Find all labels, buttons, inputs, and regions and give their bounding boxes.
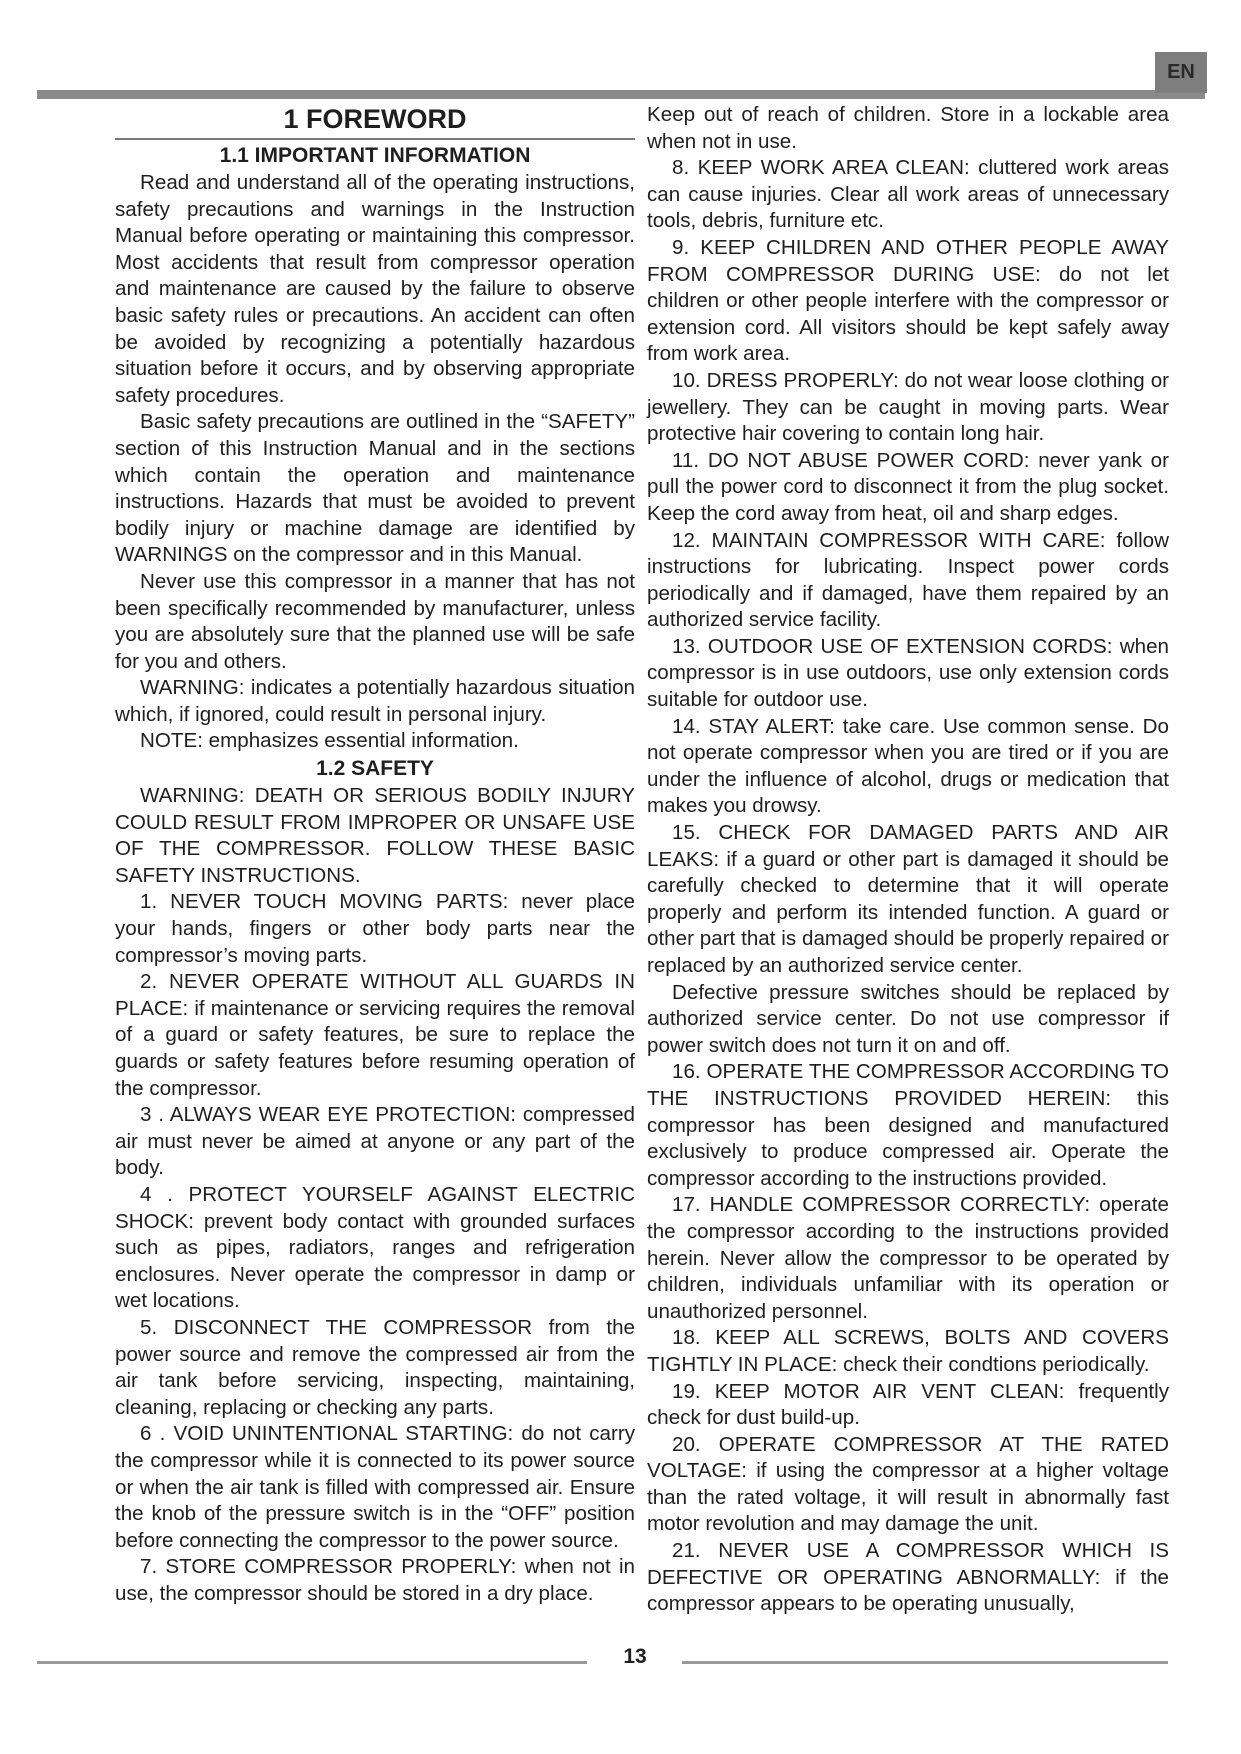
footer-rule-left xyxy=(37,1661,587,1664)
language-badge: EN xyxy=(1155,52,1207,93)
page-number: 13 xyxy=(623,1645,647,1668)
paragraph: Keep out of reach of children. Store in a lockable area when not in use. xyxy=(647,103,1169,153)
safety-item: 19. KEEP MOTOR AIR VENT CLEAN: frequently check for dust build-up. xyxy=(647,1379,1169,1430)
safety-item: 8. KEEP WORK AREA CLEAN: cluttered work areas can cause injuries. Clear all work areas of unnecessary tools, debris, furniture etc. xyxy=(647,156,1169,233)
safety-item: 1. NEVER TOUCH MOVING PARTS: never place your hands, fingers or other body parts near the compressor’s moving parts. xyxy=(115,890,635,967)
safety-item: 3 . ALWAYS WEAR EYE PROTECTION: compressed air must never be aimed at anyone or any part of the body. xyxy=(115,1103,635,1180)
footer-rule-right xyxy=(682,1661,1168,1664)
safety-item: 20. OPERATE COMPRESSOR AT THE RATED VOLTAGE: if using the compressor at a higher voltage than the rated voltage, it will result in abnormally fast motor revolution and may damage the unit. xyxy=(647,1432,1169,1536)
right-column xyxy=(647,102,1169,1618)
section-title-safety: 1.2 SAFETY xyxy=(316,757,434,781)
safety-item: 2. NEVER OPERATE WITHOUT ALL GUARDS IN PLACE: if maintenance or servicing requires the removal of a guard or safety features, be sure to replace the guards or safety features before resuming operation of the compressor. xyxy=(115,970,635,1100)
safety-item: 12. MAINTAIN COMPRESSOR WITH CARE: follow instructions for lubricating. Inspect power cords periodically and if damaged, have them repaired by an authorized service facility. xyxy=(647,528,1169,632)
safety-item: 5. DISCONNECT THE COMPRESSOR from the power source and remove the compressed air from the air tank before servicing, inspecting, maintaining, cleaning, replacing or checking any parts. xyxy=(115,1315,635,1419)
left-column xyxy=(115,102,635,1607)
chapter-title: 1 FOREWORD xyxy=(115,102,635,140)
safety-item: 13. OUTDOOR USE OF EXTENSION CORDS: when compressor is in use outdoors, use only extension cords suitable for outdoor use. xyxy=(647,634,1169,712)
paragraph: Read and understand all of the operating instructions, safety precautions and warnings in the Instruction Manual before operating or maintaining this compressor. Most accidents that result from compressor operation and maintenance are caused by the failure to observe basic safety rules or precautions. An accident can often be avoided by recognizing a potentially hazardous situation before it occurs, and by observing appropriate safety procedures. xyxy=(115,171,635,407)
safety-item: 16. OPERATE THE COMPRESSOR ACCORDING TO THE INSTRUCTIONS PROVIDED HEREIN: this compressor has been designed and manufactured exclusively to produce compressed air. Operate the compressor according to the instructions provided. xyxy=(647,1060,1169,1190)
safety-item: 7. STORE COMPRESSOR PROPERLY: when not in use, the compressor should be stored in a dry place. xyxy=(115,1555,635,1605)
safety-item: 14. STAY ALERT: take care. Use common sense. Do not operate compressor when you are tired or if you are under the influence of alcohol, drugs or medication that makes you drowsy. xyxy=(647,714,1169,818)
safety-item: 15. CHECK FOR DAMAGED PARTS AND AIR LEAKS: if a guard or other part is damaged it should be carefully checked to determine that it will operate properly and perform its intended function. A guard or other part that is damaged should be properly repaired or replaced by an authorized service center. xyxy=(647,821,1169,977)
safety-item: 4 . PROTECT YOURSELF AGAINST ELECTRIC SHOCK: prevent body contact with grounded surfaces such as pipes, radiators, ranges and refrigeration enclosures. Never operate the compressor in damp or wet locations. xyxy=(115,1182,635,1313)
section-title-important-information: 1.1 IMPORTANT INFORMATION xyxy=(219,144,531,167)
warning-definition: WARNING: indicates a potentially hazardous situation which, if ignored, could result in personal injury. xyxy=(115,676,635,726)
safety-item: 11. DO NOT ABUSE POWER CORD: never yank or pull the power cord to disconnect it from the plug socket. Keep the cord away from heat, oil and sharp edges. xyxy=(647,448,1169,525)
paragraph: Basic safety precautions are outlined in the “SAFETY” section of this Instruction Manual and in the sections which contain the operation and maintenance instructions. Hazards that must be avoided to prevent bodily injury or machine damage are identified by WARNINGS on the compressor and in this Manual. xyxy=(115,410,635,567)
safety-item: 21. NEVER USE A COMPRESSOR WHICH IS DEFECTIVE OR OPERATING ABNORMALLY: if the compressor appears to be operating unusually, xyxy=(647,1539,1169,1616)
paragraph: Defective pressure switches should be replaced by authorized service center. Do not use compressor if power switch does not turn it on and off. xyxy=(647,980,1169,1057)
safety-item: 17. HANDLE COMPRESSOR CORRECTLY: operate the compressor according to the instructions provided herein. Never allow the compressor to be operated by children, individuals unfamiliar with its operation or unauthorized personnel. xyxy=(647,1193,1169,1323)
safety-item: 10. DRESS PROPERLY: do not wear loose clothing or jewellery. They can be caught in moving parts. Wear protective hair covering to contain long hair. xyxy=(647,368,1169,446)
safety-warning: WARNING: DEATH OR SERIOUS BODILY INJURY COULD RESULT FROM IMPROPER OR UNSAFE USE OF THE COMPRESSOR. FOLLOW THESE BASIC SAFETY INSTRUCTIONS. xyxy=(115,784,635,887)
paragraph: Never use this compressor in a manner that has not been specifically recommended by manufacturer, unless you are absolutely sure that the planned use will be safe for you and others. xyxy=(115,569,635,673)
note-definition: NOTE: emphasizes essential information. xyxy=(140,729,519,753)
safety-item: 6 . VOID UNINTENTIONAL STARTING: do not carry the compressor while it is connected to its power source or when the air tank is filled with compressed air. Ensure the knob of the pressure switch is in the “OFF” position before connecting the compressor to the power source. xyxy=(115,1422,635,1552)
safety-item: 9. KEEP CHILDREN AND OTHER PEOPLE AWAY FROM COMPRESSOR DURING USE: do not let children or other people interfere with the compressor or extension cord. All visitors should be kept safely away from work area. xyxy=(647,235,1169,366)
header-rule xyxy=(37,90,1205,99)
safety-item: 18. KEEP ALL SCREWS, BOLTS AND COVERS TIGHTLY IN PLACE: check their condtions periodically. xyxy=(647,1326,1169,1376)
